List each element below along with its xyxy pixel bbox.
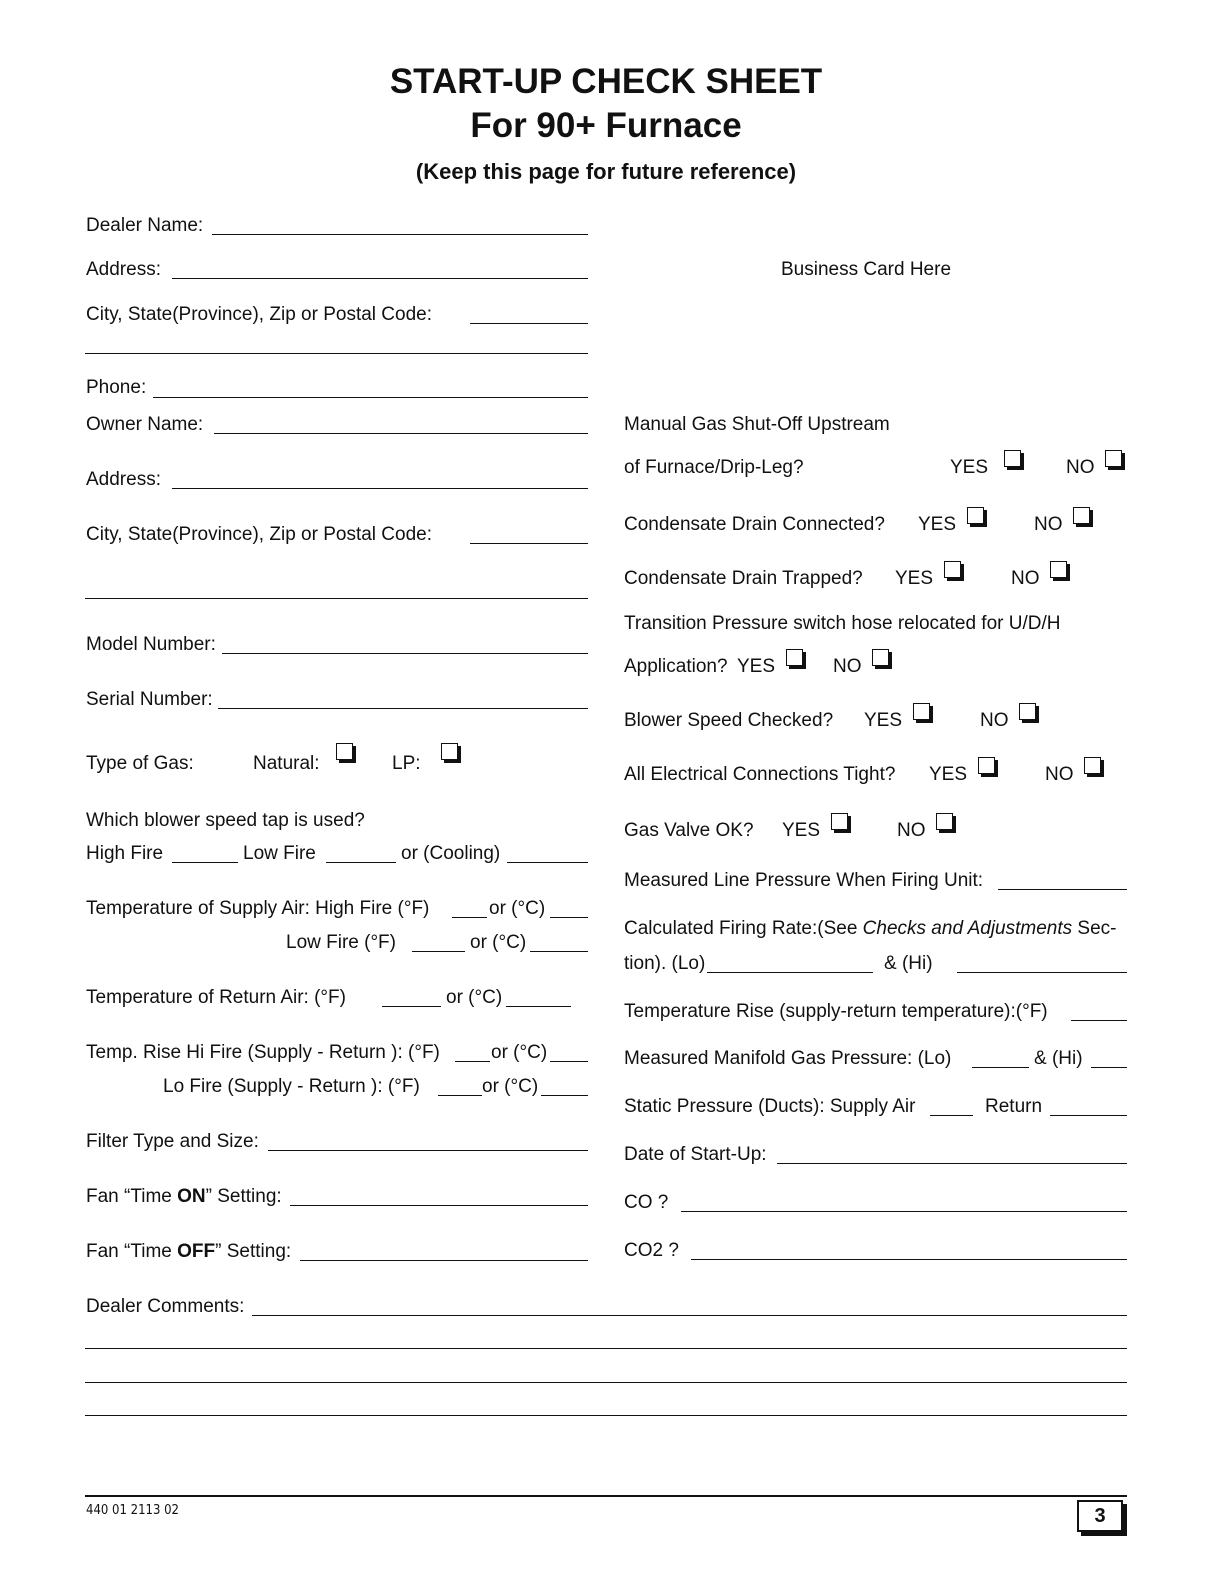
comments-line-4[interactable] — [85, 1415, 1127, 1416]
static-supply-label: Static Pressure (Ducts): Supply Air — [624, 1096, 916, 1117]
page-subtitle: For 90+ Furnace — [470, 106, 742, 145]
firing-rate-lo-label: tion). (Lo) — [624, 953, 706, 974]
rise-hi-c-field[interactable] — [550, 1061, 588, 1062]
owner-city-label: City, State(Province), Zip or Postal Code: — [86, 524, 432, 545]
owner-city-field[interactable] — [470, 543, 588, 544]
dealer-city-label: City, State(Province), Zip or Postal Code: — [86, 304, 432, 325]
high-fire-label: High Fire — [86, 843, 164, 864]
transition-no-label: NO — [833, 656, 862, 677]
drain-connected-label: Condensate Drain Connected? — [624, 514, 885, 535]
dealer-city-field[interactable] — [470, 323, 588, 324]
owner-name-label: Owner Name: — [86, 414, 204, 435]
startup-date-label: Date of Start-Up: — [624, 1144, 767, 1165]
temp-rise-field[interactable] — [1071, 1020, 1127, 1021]
dealer-address-label: Address: — [86, 259, 161, 280]
dealer-address-field[interactable] — [172, 278, 588, 279]
business-card-label: Business Card Here — [781, 259, 952, 280]
manual-gas-yes-label: YES — [950, 457, 989, 478]
gas-natural-label: Natural: — [253, 753, 320, 774]
dealer-phone-label: Phone: — [86, 377, 147, 398]
drain-trapped-no-checkbox[interactable] — [1050, 561, 1067, 578]
rise-lo-label: Lo Fire (Supply - Return ): (°F) — [163, 1076, 420, 1097]
static-return-field[interactable] — [1050, 1115, 1127, 1116]
electrical-no-checkbox[interactable] — [1084, 757, 1101, 774]
gas-natural-checkbox[interactable] — [336, 743, 353, 760]
footer-rule — [85, 1495, 1127, 1497]
rise-lo-c-field[interactable] — [541, 1095, 588, 1096]
transition-no-checkbox[interactable] — [872, 649, 889, 666]
owner-address-field[interactable] — [172, 488, 588, 489]
supply-high-c-field[interactable] — [550, 917, 588, 918]
electrical-yes-label: YES — [929, 764, 968, 785]
rise-hi-c-label: or (°C) — [491, 1042, 548, 1063]
transition-label-2: Application? — [624, 656, 728, 677]
return-f-field[interactable] — [382, 1006, 441, 1007]
serial-number-label: Serial Number: — [86, 689, 213, 710]
cooling-label: or (Cooling) — [401, 843, 501, 864]
drain-trapped-yes-checkbox[interactable] — [944, 561, 961, 578]
drain-trapped-no-label: NO — [1011, 568, 1040, 589]
manual-gas-label-2: of Furnace/Drip-Leg? — [624, 457, 804, 478]
blower-checked-no-label: NO — [980, 710, 1009, 731]
manifold-lo-field[interactable] — [972, 1067, 1029, 1068]
fan-off-field[interactable] — [300, 1260, 588, 1261]
rise-lo-c-label: or (°C) — [482, 1076, 539, 1097]
blower-checked-label: Blower Speed Checked? — [624, 710, 834, 731]
transition-yes-checkbox[interactable] — [786, 649, 803, 666]
firing-rate-label: Calculated Firing Rate:(See Checks and Adjustments Sec- — [624, 918, 1117, 939]
static-return-label: Return — [985, 1096, 1043, 1117]
firing-rate-hi-field[interactable] — [957, 972, 1127, 973]
return-c-field[interactable] — [506, 1006, 571, 1007]
owner-city-field-extra[interactable] — [85, 598, 588, 599]
comments-line-2[interactable] — [85, 1348, 1127, 1349]
supply-air-label: Temperature of Supply Air: High Fire (°F) — [86, 898, 430, 919]
model-number-field[interactable] — [222, 653, 588, 654]
document-number: 440 01 2113 02 — [86, 1503, 179, 1518]
return-air-label: Temperature of Return Air: (°F) — [86, 987, 346, 1008]
rise-lo-f-field[interactable] — [438, 1095, 482, 1096]
co2-label: CO2 ? — [624, 1240, 679, 1261]
dealer-city-field-extra[interactable] — [85, 353, 588, 354]
manual-gas-yes-checkbox[interactable] — [1004, 450, 1021, 467]
fan-on-label: Fan “Time ON” Setting: — [86, 1186, 282, 1207]
filter-field[interactable] — [268, 1150, 588, 1151]
transition-yes-label: YES — [737, 656, 776, 677]
co-field[interactable] — [681, 1211, 1127, 1212]
drain-trapped-yes-label: YES — [895, 568, 934, 589]
dealer-comments-label: Dealer Comments: — [86, 1296, 245, 1317]
blower-tap-question: Which blower speed tap is used? — [86, 810, 365, 831]
page-number: 3 — [1077, 1500, 1123, 1532]
supply-low-c-field[interactable] — [530, 951, 588, 952]
drain-connected-no-label: NO — [1034, 514, 1063, 535]
low-fire-label: Low Fire — [243, 843, 316, 864]
serial-number-field[interactable] — [218, 708, 588, 709]
fan-on-field[interactable] — [290, 1205, 588, 1206]
co2-field[interactable] — [691, 1259, 1127, 1260]
temp-rise-label: Temperature Rise (supply-return temperature):(°F) — [624, 1001, 1048, 1022]
electrical-yes-checkbox[interactable] — [978, 757, 995, 774]
dealer-name-field[interactable] — [212, 234, 588, 235]
comments-line-3[interactable] — [85, 1382, 1127, 1383]
manifold-hi-label: & (Hi) — [1034, 1048, 1083, 1069]
static-supply-field[interactable] — [930, 1115, 973, 1116]
dealer-phone-field[interactable] — [153, 397, 588, 398]
return-c-label: or (°C) — [446, 987, 503, 1008]
owner-address-label: Address: — [86, 469, 161, 490]
manifold-label: Measured Manifold Gas Pressure: (Lo) — [624, 1048, 952, 1069]
line-pressure-field[interactable] — [998, 889, 1127, 890]
low-fire-field[interactable] — [326, 862, 396, 863]
supply-low-c-label: or (°C) — [470, 932, 527, 953]
owner-name-field[interactable] — [214, 433, 588, 434]
transition-label-1: Transition Pressure switch hose relocated for U/D/H — [624, 613, 1061, 634]
gas-valve-no-label: NO — [897, 820, 926, 841]
blower-checked-no-checkbox[interactable] — [1019, 703, 1036, 720]
gas-valve-no-checkbox[interactable] — [936, 813, 953, 830]
manual-gas-no-checkbox[interactable] — [1105, 450, 1122, 467]
gas-valve-yes-checkbox[interactable] — [831, 813, 848, 830]
firing-rate-lo-field[interactable] — [707, 972, 873, 973]
gas-valve-label: Gas Valve OK? — [624, 820, 754, 841]
startup-date-field[interactable] — [777, 1163, 1127, 1164]
rise-hi-label: Temp. Rise Hi Fire (Supply - Return ): (°F) — [86, 1042, 440, 1063]
drain-connected-yes-checkbox[interactable] — [967, 507, 984, 524]
page-title: START-UP CHECK SHEET — [389, 62, 823, 101]
drain-connected-no-checkbox[interactable] — [1073, 507, 1090, 524]
gas-lp-checkbox[interactable] — [441, 743, 458, 760]
manifold-hi-field[interactable] — [1091, 1067, 1127, 1068]
page-note: (Keep this page for future reference) — [415, 159, 797, 184]
cooling-field[interactable] — [507, 862, 588, 863]
co-label: CO ? — [624, 1192, 669, 1213]
blower-checked-yes-label: YES — [864, 710, 903, 731]
drain-trapped-label: Condensate Drain Trapped? — [624, 568, 863, 589]
firing-rate-hi-label: & (Hi) — [884, 953, 933, 974]
supply-low-label: Low Fire (°F) — [286, 932, 396, 953]
manual-gas-label-1: Manual Gas Shut-Off Upstream — [624, 414, 890, 435]
drain-connected-yes-label: YES — [918, 514, 957, 535]
electrical-no-label: NO — [1045, 764, 1074, 785]
supply-high-c-label: or (°C) — [489, 898, 546, 919]
comments-line-1[interactable] — [252, 1315, 1127, 1316]
gas-type-label: Type of Gas: — [86, 753, 194, 774]
electrical-label: All Electrical Connections Tight? — [624, 764, 896, 785]
dealer-name-label: Dealer Name: — [86, 215, 204, 236]
line-pressure-label: Measured Line Pressure When Firing Unit: — [624, 870, 984, 891]
rise-hi-f-field[interactable] — [455, 1061, 490, 1062]
high-fire-field[interactable] — [172, 862, 238, 863]
supply-high-f-field[interactable] — [452, 917, 487, 918]
filter-label: Filter Type and Size: — [86, 1131, 259, 1152]
manual-gas-no-label: NO — [1066, 457, 1095, 478]
blower-checked-yes-checkbox[interactable] — [913, 703, 930, 720]
gas-lp-label: LP: — [392, 753, 421, 774]
fan-off-label: Fan “Time OFF” Setting: — [86, 1241, 292, 1262]
gas-valve-yes-label: YES — [782, 820, 821, 841]
model-number-label: Model Number: — [86, 634, 216, 655]
supply-low-f-field[interactable] — [412, 951, 465, 952]
